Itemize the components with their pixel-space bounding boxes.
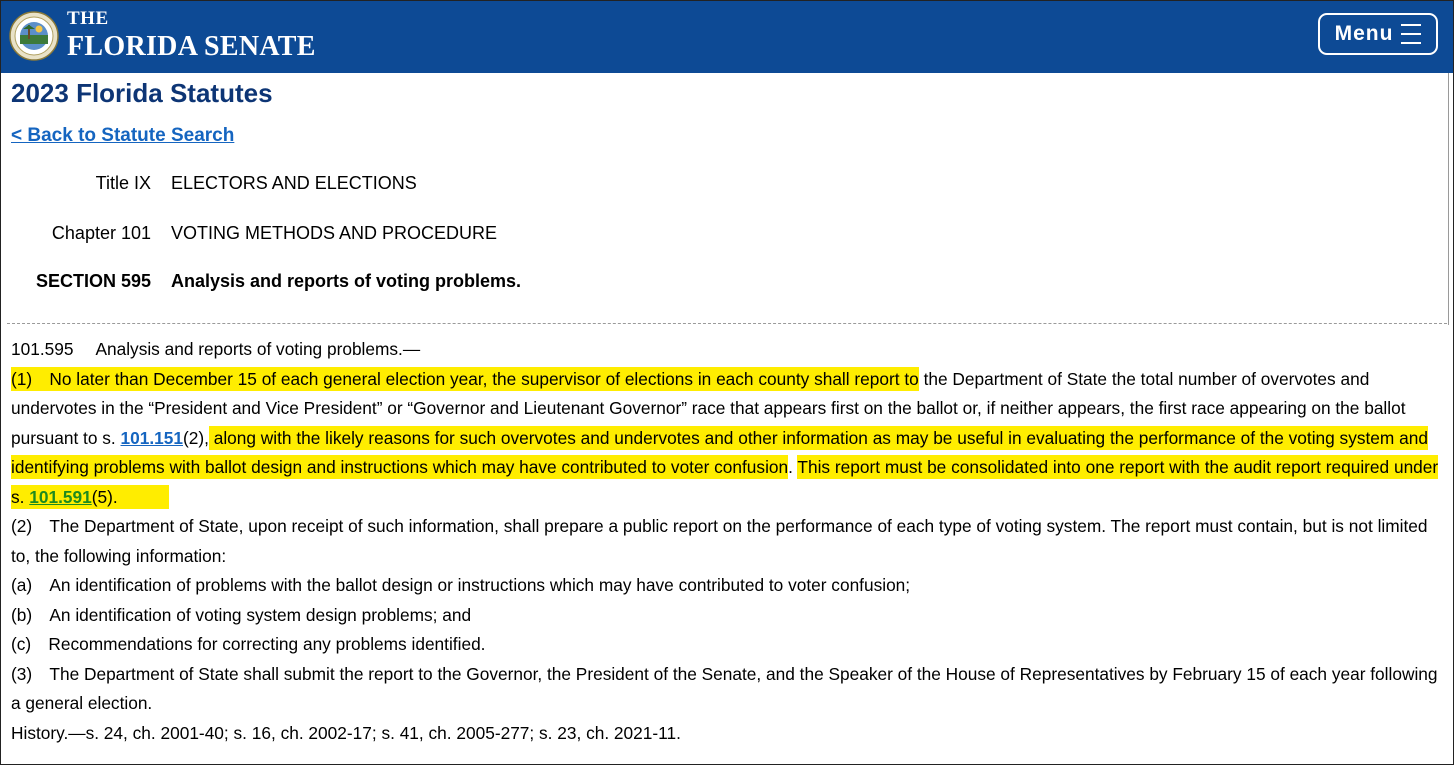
florida-senate-seal-icon[interactable] [9, 11, 59, 61]
chapter-value: VOTING METHODS AND PROCEDURE [171, 223, 498, 243]
subsection-1 [11, 365, 1445, 513]
highlight-1a: (1) No later than December 15 of each general election year, the supervisor of elections in each county shall report to [11, 368, 919, 389]
statute-heading-text: Analysis and reports of voting problems.— [95, 339, 421, 359]
chapter-label: Chapter 101 [51, 223, 151, 243]
statute-number: 101.595 [11, 339, 74, 359]
statute-link-101-591[interactable]: 101.591 [29, 486, 92, 507]
highlight-1c-tail: (5). [91, 486, 118, 507]
history-note: History.—s. 24, ch. 2001-40; s. 16, ch. 2002-17; s. 41, ch. 2005-277; s. 23, ch. 2021-11. [11, 722, 681, 743]
site-header [1, 1, 1454, 73]
subsection-1-text-c: (2), [182, 427, 209, 448]
subsection-1-text-b: the Department of State the total number of overvotes and undervotes in the “President and Vice President” or “Governor and Lieutenant Governor” race that appears first on the ballot or, if neither appears, the first race appearing on the ballot pursuant to s. [11, 368, 1406, 448]
section-row [1, 271, 521, 292]
brand-the: THE [67, 8, 109, 29]
section-divider [7, 323, 1447, 324]
statute-heading [11, 335, 1445, 365]
title-value: ELECTORS AND ELECTIONS [171, 173, 417, 193]
section-value: Analysis and reports of voting problems. [171, 271, 522, 291]
statute-body [11, 335, 1445, 748]
title-label: Title IX [95, 173, 151, 193]
paragraph-b: (b) An identification of voting system design problems; and [11, 604, 472, 625]
subsection-3: (3) The Department of State shall submit the report to the Governor, the President of the Senate, and the Speaker of the House of Representatives by February 15 of each year following a general election. [11, 663, 1438, 713]
highlight-1c-text: This report must be consolidated into one report with the audit report required under s. [11, 457, 1439, 507]
back-to-search-link[interactable]: < Back to Statute Search [11, 125, 235, 146]
menu-label: Menu [1334, 22, 1394, 45]
paragraph-a: (a) An identification of problems with the ballot design or instructions which may have contributed to voter confusion; [11, 575, 911, 595]
highlight-1b: along with the likely reasons for such overvotes and undervotes and other information as may be useful in evaluating the performance of the voting system and identifying problems with ballot design and instructions which may have contributed to voter confusion [11, 427, 1428, 477]
title-row [1, 173, 417, 194]
paragraph-c: (c) Recommendations for correcting any problems identified. [11, 634, 486, 654]
statute-link-101-151[interactable]: 101.151 [120, 427, 183, 448]
subsection-1-text-e: . [788, 457, 798, 477]
section-label: SECTION 595 [35, 271, 151, 291]
menu-button[interactable] [1318, 13, 1438, 55]
chapter-row [1, 223, 497, 244]
right-rule [1448, 73, 1449, 325]
brand-name[interactable]: FLORIDA SENATE [67, 31, 316, 62]
page-title: 2023 Florida Statutes [11, 78, 273, 108]
hamburger-icon [1401, 24, 1421, 44]
highlight-1c-pad [118, 487, 170, 507]
subsection-2: (2) The Department of State, upon receipt of such information, shall prepare a public report on the performance of each type of voting system. The report must contain, but is not limited to, the following information: [11, 516, 1428, 566]
